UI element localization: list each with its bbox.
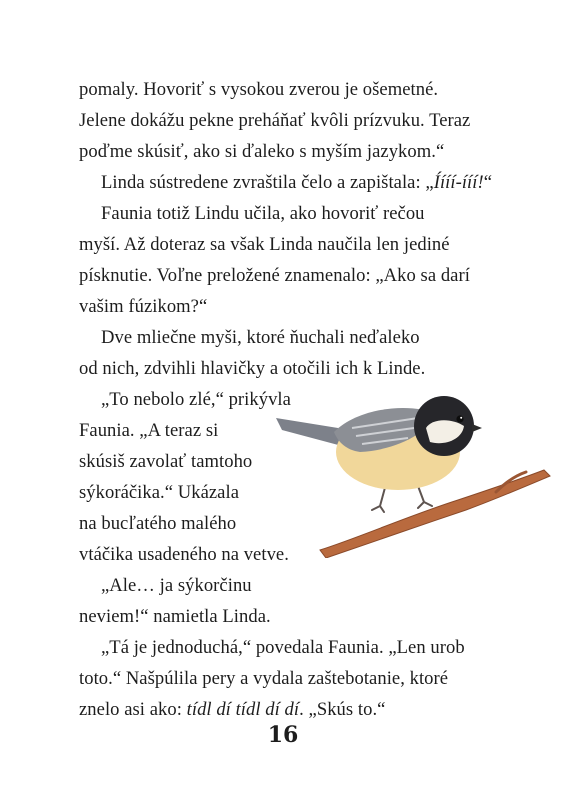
bird-eye-glint [460,417,462,419]
bird-foot [418,486,432,508]
text-line: „Ale… ja sýkorčinu [101,575,252,596]
text-segment: “ [483,172,493,193]
text-segment: Linda sústredene zvraštila čelo a zapištala: „ [101,172,434,193]
text-line: vašim fúzikom?“ [79,296,208,317]
page-number: 16 [267,722,299,748]
text-line: skúsiš zavolať tamtoho [79,451,253,472]
text-line: „Tá je jednoduchá,“ povedala Faunia. „Len urob [101,637,465,658]
text-line: na bucľatého malého [79,513,237,534]
text-line: Jelene dokážu pekne preháňať kvôli prízvuku. Teraz [79,110,471,131]
text-line: toto.“ Našpúlila pery a vydala zaštebotanie, ktoré [79,668,449,689]
bird-on-branch-illustration [268,388,558,558]
text-line: myší. Až doteraz sa však Linda naučila len jediné [79,234,450,255]
text-line [79,698,385,722]
text-line: Faunia. „A teraz si [79,420,219,441]
text-line: Dve mliečne myši, ktoré ňuchali neďaleko [101,327,420,348]
bird-beak [472,424,482,432]
text-line: neviem!“ namietla Linda. [79,606,271,627]
text-segment: . „Skús to.“ [299,699,386,720]
text-line: vtáčika usadeného na vetve. [79,544,289,565]
text-segment: znelo asi ako: [79,699,187,720]
text-line: Faunia totiž Lindu učila, ako hovoriť rečou [101,203,425,224]
text-line: sýkoráčika.“ Ukázala [79,482,239,503]
text-line [101,171,492,195]
text-line: písknutie. Voľne preložené znamenalo: „Ako sa darí [79,265,470,286]
text-line: od nich, zdvihli hlavičky a otočili ich k Linde. [79,358,426,379]
emphasis-text: tídl dí tídl dí dí [186,699,300,720]
emphasis-text: Íííí-ííí! [433,172,484,193]
bird-tail [276,418,342,446]
text-line: „To nebolo zlé,“ prikývla [101,389,291,410]
branch-shape [320,470,550,558]
text-line: poďme skúsiť, ako si ďaleko s myším jazykom.“ [79,141,445,162]
text-line: pomaly. Hovoriť s vysokou zverou je ošemetné. [79,79,439,100]
bird-eye [456,415,463,422]
